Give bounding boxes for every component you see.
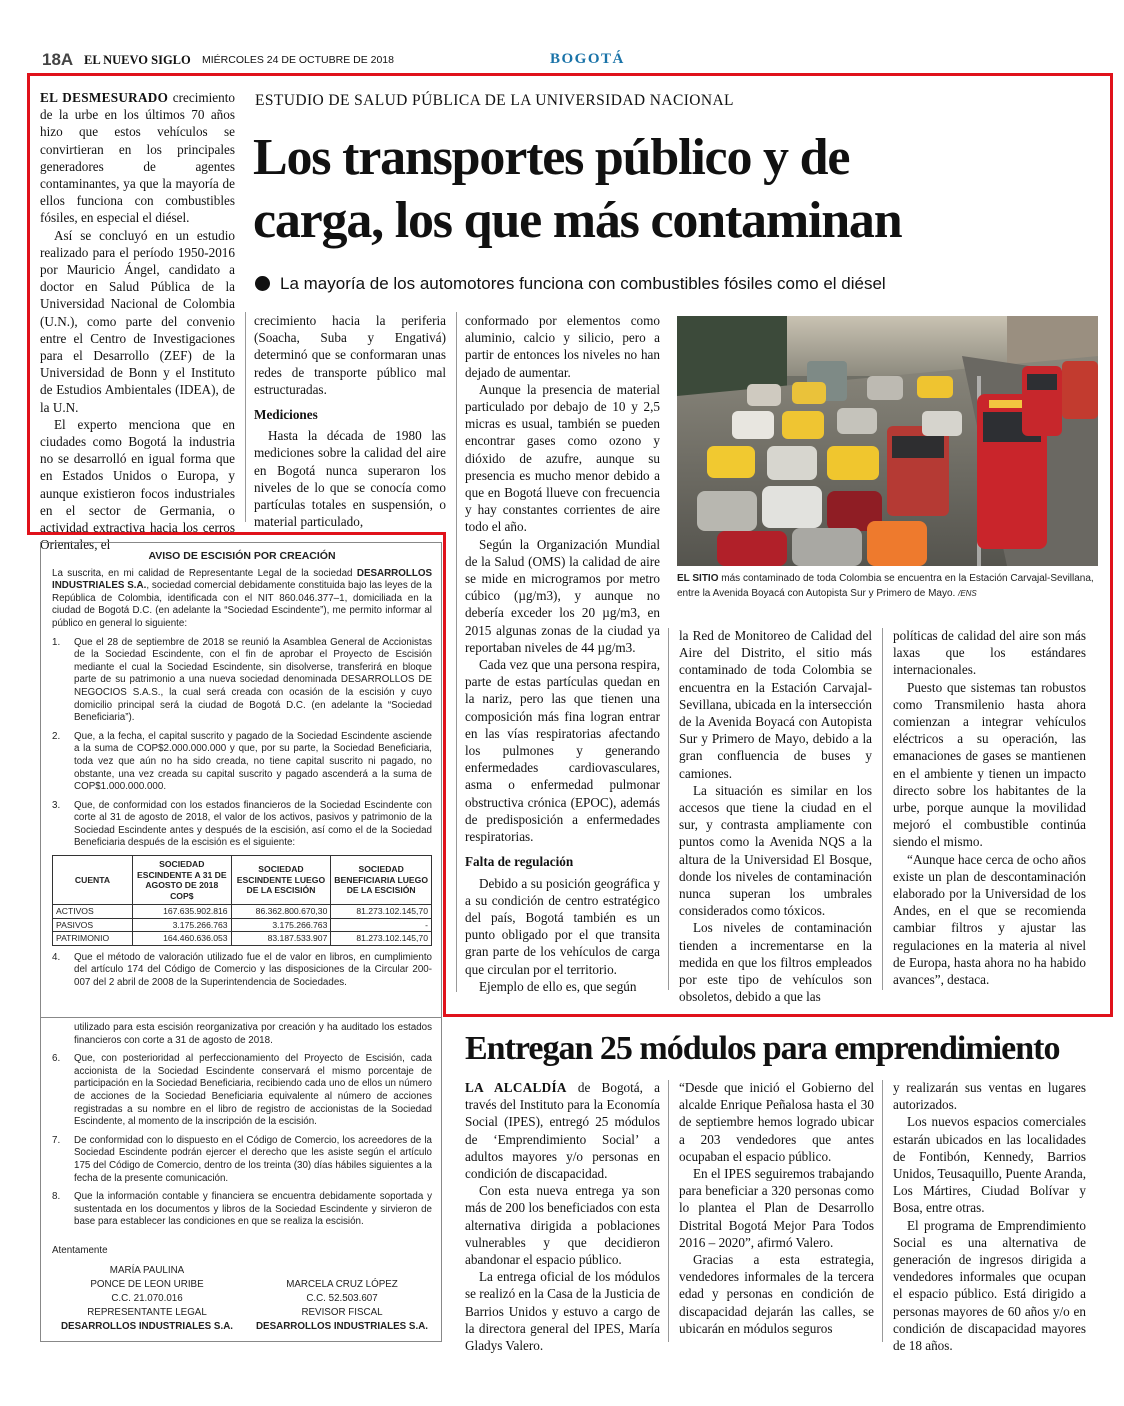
a2-col2-p3: Gracias a esta estrategia, vendedores informales de la tercera edad y personas en condición de discapacidad dejarán las calles, se ubicarán en módulos seguros bbox=[679, 1252, 874, 1336]
notice-item bbox=[52, 637, 432, 725]
intro-a: La suscrita, en mi calidad de Representante Legal de la sociedad bbox=[52, 567, 357, 579]
article-column-3 bbox=[465, 312, 660, 995]
signatures bbox=[52, 1264, 432, 1354]
signature-2 bbox=[247, 1278, 437, 1334]
sig-line: PONCE DE LEON URIBE bbox=[90, 1278, 204, 1290]
caption-text: más contaminado de toda Colombia se encuentra en la Estación Carvajal-Sevillana, entre la Avenida Boyacá con Autopista Sur y Primero de Mayo. bbox=[677, 573, 1094, 599]
sig-line: REVISOR FISCAL bbox=[301, 1306, 383, 1318]
page-number: 18A bbox=[42, 50, 74, 69]
col5-p1: políticas de calidad del aire son más laxas que los estándares internacionales. bbox=[893, 628, 1086, 678]
item-text: De conformidad con lo dispuesto en el Código de Comercio, los acreedores de la Sociedad Escindente podrán ejercer el derecho que les asiste según el artículo 175 del Código de Comercio, dentro de los treinta (30) días hábiles siguientes a la fecha de la presente comunicación. bbox=[74, 1134, 432, 1184]
bullet-icon bbox=[255, 276, 270, 291]
table-cell: 83.187.533.907 bbox=[231, 932, 331, 946]
article2-column-1 bbox=[465, 1079, 660, 1354]
col4-p3: Los niveles de contaminación tienden a incrementarse en la medida en que los filtros empleados por este tipo de vehículos son obsoletos, debido a que las bbox=[679, 920, 872, 1005]
table-row bbox=[53, 905, 432, 919]
table-cell: PASIVOS bbox=[53, 918, 133, 932]
table-cell: 167.635.902.816 bbox=[133, 905, 232, 919]
table-row bbox=[53, 918, 432, 932]
col3-p4: Cada vez que una persona respira, parte de estas partículas quedan en la nariz, pero las que tienen una composición más fina logran entrar en las vías respiratorias afectando los pulmones y generando enfermedades cardiovasculares, asma o enfermedad pulmonar obstructiva crónica (EPOC), además de predisposición a enfermedades respiratorias. bbox=[465, 657, 660, 845]
col2-p1: crecimiento hacia la periferia (Soacha, Suba y Engativá) determinó que se conformaran unas redes de transporte público mal estructuradas. bbox=[254, 313, 446, 397]
item-number: 1. bbox=[52, 636, 61, 648]
section-name: BOGOTÁ bbox=[550, 51, 625, 67]
sig-line: REPRESENTANTE LEGAL bbox=[87, 1306, 207, 1318]
table-header: SOCIEDAD ESCINDENTE LUEGO DE LA ESCISIÓN bbox=[231, 856, 331, 905]
a2-col3-p1: y realizarán sus ventas en lugares autorizados. bbox=[893, 1080, 1086, 1113]
lead-in: LA ALCALDÍA bbox=[465, 1080, 567, 1095]
table-cell: ACTIVOS bbox=[53, 905, 133, 919]
page-header bbox=[30, 48, 1100, 72]
col1-p3: El experto menciona que en ciudades como Bogotá la industria no se desarrolló en igual forma que en Estados Unidos o Europa, y aunque existieron focos industriales en el sector de Germania, o actividad extractiva hacia los cerros Orientales, el bbox=[40, 416, 235, 553]
subhead-mediciones: Mediciones bbox=[254, 407, 318, 423]
table-cell: 81.273.102.145,70 bbox=[331, 905, 432, 919]
financial-table bbox=[52, 855, 432, 946]
table-cell: 3.175.266.763 bbox=[231, 918, 331, 932]
item-text: Que, de conformidad con los estados financieros de la Sociedad Escindente con corte al 31 de agosto de 2018, el valor de los activos, pasivos y patrimonio de la Sociedad Escindente antes y después de la escisión, así como el de la Sociedad Beneficiaria después de la escisión es el siguiente: bbox=[74, 799, 432, 849]
column-rule bbox=[456, 312, 457, 992]
col1-p1: crecimiento de la urbe en los últimos 70 años hizo que estos vehículos se convirtieran en los principales generadores de agentes contaminantes, ya que la mayoría de ellos funciona con combustibles fósiles, en especial el diésel. bbox=[40, 90, 235, 226]
headline-line-2: carga, los que más contaminan bbox=[253, 192, 902, 249]
sig-line: DESARROLLOS INDUSTRIALES S.A. bbox=[60, 1320, 233, 1332]
column-rule bbox=[668, 628, 669, 990]
notice-intro bbox=[52, 568, 432, 631]
item-number: 8. bbox=[52, 1191, 61, 1203]
subhead-regulacion: Falta de regulación bbox=[465, 854, 574, 870]
newspaper-name: EL NUEVO SIGLO bbox=[84, 53, 191, 67]
col1-p2: Así se concluyó en un estudio realizado para el período 1950-2016 por Mauricio Ángel, candidato a doctor en Salud Pública de la Universidad Nacional de Colombia (U.N.), como parte del convenio entre el Centro de Investigaciones para el Desarrollo (ZEF) de la Universidad de Bonn y el Instituto de Estudios Ambientales (IDEA), de la U.N. bbox=[40, 227, 235, 415]
notice-items bbox=[52, 637, 432, 851]
a2-col1-p1: de Bogotá, a través del Instituto para la Economía Social (IPES), entregó 25 módulos de ‘Emprendimiento Social’ a adultos mayores y/o personas en condición de discapacidad. bbox=[465, 1080, 660, 1182]
financial-table-wrap bbox=[52, 855, 432, 946]
table-cell: 81.273.102.145,70 bbox=[331, 932, 432, 946]
a2-col3-p2: Los nuevos espacios comerciales estarán ubicados en las localidades de Fontibón, Kennedy, Barrios Unidos, Teusaquillo, Puente Aranda, Los Mártires, Ciudad Bolívar y Bosa, entre otras. bbox=[893, 1114, 1086, 1216]
column-rule bbox=[882, 1080, 883, 1342]
table-cell: 164.460.636.053 bbox=[133, 932, 232, 946]
article-deck bbox=[255, 274, 886, 294]
sig-line: MARCELA CRUZ LÓPEZ bbox=[286, 1278, 398, 1290]
table-cell: 3.175.266.763 bbox=[133, 918, 232, 932]
notice-closing: Atentamente bbox=[52, 1244, 108, 1256]
column-rule bbox=[882, 628, 883, 990]
col5-p2: Puesto que sistemas tan robustos como Transmilenio hasta ahora comienzan a integrar vehículos eléctricos a su operación, las emanaciones de gases se mantienen en el ambiente y tienen un impacto directo sobre los habitantes de la urbe, porque aunque la movilidad mejoró el combustible continúa siendo el mismo. bbox=[893, 679, 1086, 850]
sig-line: C.C. 21.070.016 bbox=[111, 1292, 183, 1304]
lead-in: EL DESMESURADO bbox=[40, 90, 169, 105]
issue-date: MIÉRCOLES 24 DE OCTUBRE DE 2018 bbox=[202, 54, 394, 66]
item-number: 6. bbox=[52, 1053, 61, 1065]
col3-p3: Según la Organización Mundial de la Salud (OMS) la calidad de aire se mide en microgramos por metro cúbico (µg/m3), y aunque no debería exceder los 20 µg/m3, en 2015 algunas zonas de la ciudad ya reportaban niveles de 44 µg/m3. bbox=[465, 536, 660, 655]
notice-item bbox=[52, 1191, 432, 1229]
table-header: SOCIEDAD ESCINDENTE A 31 DE AGOSTO DE 2018 COP$ bbox=[133, 856, 232, 905]
col3-p6: Ejemplo de ello es, que según bbox=[479, 978, 637, 994]
photo-credit: /ENS bbox=[958, 588, 977, 598]
col3-p2: Aunque la presencia de material particulado por debajo de 10 y 2,5 micras es usual, también se pueden encontrar gases como ozono y dióxido de azufre, aunque su presencia es mucho menor debido a que en Bogotá llueve con frecuencia y hay constantes corrientes de aire todo el año. bbox=[465, 381, 660, 535]
article-column-2 bbox=[254, 312, 446, 530]
caption-lead: EL SITIO bbox=[677, 573, 719, 584]
notice-items bbox=[52, 952, 432, 990]
item-number: 2. bbox=[52, 730, 61, 742]
sig-line: MARÍA PAULINA bbox=[109, 1264, 185, 1276]
traffic-jam-illustration bbox=[677, 316, 1098, 566]
article2-headline: Entregan 25 módulos para emprendimiento bbox=[465, 1030, 1060, 1067]
a2-col2-p1: “Desde que inició el Gobierno del alcalde Enrique Peñalosa hasta el 30 de septiembre hemos logrado ubicar a 203 vendedores que antes ocupaban el espacio público. bbox=[679, 1080, 874, 1164]
table-cell: PATRIMONIO bbox=[53, 932, 133, 946]
table-header: CUENTA bbox=[53, 856, 133, 905]
deck-text: La mayoría de los automotores funciona con combustibles fósiles como el diésel bbox=[280, 274, 886, 293]
notice-item bbox=[52, 1053, 432, 1129]
item-number: 3. bbox=[52, 799, 61, 811]
col5-p3: “Aunque hace cerca de ocho años existe un plan de descontaminación elaborado por la Universidad de los Andes, en el que se recomienda cambiar filtros y ajustar las regulaciones en la materia al nivel de Europa, hasta ahora no ha habido avances”, destaca. bbox=[893, 851, 1086, 988]
notice-title: AVISO DE ESCISIÓN POR CREACIÓN bbox=[148, 550, 336, 562]
intro-company: DESARROLLOS INDUSTRIALES S.A. bbox=[52, 567, 432, 592]
item-text: Que, con posterioridad al perfeccionamiento del Proyecto de Escisión, cada accionista de la Sociedad Escindente conservará el mismo porcentaje de participación en la Sociedad Beneficiaria, recibiendo cada uno de ellos un número de acciones de la Sociedad Beneficiaria equivalente al número de acciones registradas a su nombre en el libro de registro de accionistas de la Sociedad Escindente, al momento de la inscripción de la escisión. bbox=[74, 1053, 432, 1128]
article-column-1 bbox=[40, 89, 235, 553]
notice-item bbox=[52, 952, 432, 990]
item-number: 4. bbox=[52, 951, 61, 963]
column-rule bbox=[245, 312, 246, 522]
article-column-4 bbox=[679, 627, 872, 1005]
sig-line: DESARROLLOS INDUSTRIALES S.A. bbox=[255, 1320, 428, 1332]
col4-p2: La situación es similar en los accesos que tiene la ciudad en el sur, y contrasta ampliamente con puntos como la Avenida NQS a la altura de la Universidad El Bosque, donde los niveles de contaminación nunca superan los umbrales considerados como tóxicos. bbox=[679, 782, 872, 919]
table-cell: - bbox=[331, 918, 432, 932]
traffic-photo bbox=[677, 316, 1098, 566]
article2-column-3 bbox=[893, 1079, 1086, 1354]
article-column-5 bbox=[893, 627, 1086, 988]
intro-b: , sociedad comercial debidamente constituida bajo las leyes de la República de Colombia, identificada con el NIT 860.046.377–1, domiciliada en la ciudad de Bogotá D.C. (en adelante la “Sociedad Escindente”), me permito informar al público en general lo siguiente: bbox=[52, 580, 432, 629]
legal-notice bbox=[52, 550, 432, 989]
item-number: 7. bbox=[52, 1134, 61, 1146]
item-text: Que el 28 de septiembre de 2018 se reunió la Asamblea General de Accionistas de la Sociedad Escindente, con el fin de aprobar el Proyecto de Escisión mediante el cual la Sociedad Escindente, sin disolverse, transferirá en bloque parte de su patrimonio a una nueva sociedad denominada DESARROLLOS DE NEGOCIOS S.A.S., la cual será creada con ocasión de la escisión y cuyo domicilio principal será la ciudad de Bogotá D.C. (en adelante la “Sociedad Beneficiaria”). bbox=[74, 636, 432, 724]
article-kicker: ESTUDIO DE SALUD PÚBLICA DE LA UNIVERSIDAD NACIONAL bbox=[255, 92, 734, 109]
col3-p1: conformado por elementos como aluminio, calcio y silicio, pero a partir de entonces los niveles no han dejado de aumentar. bbox=[465, 313, 660, 380]
notice-item bbox=[52, 800, 432, 850]
col3-p5: Debido a su posición geográfica y a su condición de centro estratégico del país, Bogotá también es un punto obligado por el que transita gran parte de los vehículos de carga que circulan por el territorio. bbox=[465, 875, 660, 977]
sig-line: C.C. 52.503.607 bbox=[306, 1292, 378, 1304]
col4-p1: la Red de Monitoreo de Calidad del Aire del Distrito, el sitio más contaminado de toda Colombia se encuentra en la Estación Carvajal-Sevillana, ubicada en la intersección de la Avenida Boyacá con Autopista Sur y Primero de Mayo, debido a la gran confluencia de buses y camiones. bbox=[679, 628, 872, 781]
table-cell: 86.362.800.670,30 bbox=[231, 905, 331, 919]
column-rule bbox=[668, 1080, 669, 1342]
table-row bbox=[53, 932, 432, 946]
notice-continuation: utilizado para esta escisión reorganizativa por creación y ha auditado los estados financieros con corte a 31 de agosto de 2018. bbox=[74, 1022, 432, 1046]
notice-item bbox=[52, 1135, 432, 1185]
col2-p2: Hasta la década de 1980 las mediciones sobre la calidad del aire en Bogotá nunca superaron los niveles de lo que se conocía como partículas totales en suspensión, o material particulado, bbox=[254, 428, 446, 530]
article2-column-2 bbox=[679, 1079, 874, 1337]
a2-col1-p2: Con esta nueva entrega ya son más de 200 los beneficiados con esta alternativa dirigida a poblaciones vulnerables y que decidieron abandonar el espacio público. bbox=[465, 1183, 660, 1268]
item-text: Que la información contable y financiera se encuentra debidamente soportada y sustentada en los documentos y libros de la Sociedad Escindente y sirvieron de base para establecer las condiciones en que se realiza la escisión. bbox=[74, 1191, 432, 1228]
item-text: Que, a la fecha, el capital suscrito y pagado de la Sociedad Escindente asciende a la suma de COP$2.000.000.000 y que, por su parte, la Sociedad Beneficiaria, toda vez que aún no ha sido creada, no tiene capital suscrito ni pagado, no obstante, una vez creada su capital suscrito y pagado ascenderá a la suma de COP$1.000.000.000. bbox=[74, 730, 432, 793]
item-text: Que el método de valoración utilizado fue el de valor en libros, en cumplimiento del artículo 174 del Código de Comercio y las disposiciones de la Circular 200-007 del 2 abril de 2008 de la Superintendencia de Sociedades. bbox=[74, 951, 432, 988]
a2-col3-p3: El programa de Emprendimiento Social es una alternativa de generación de ingresos dirigida a vendedores informales que ocupan el espacio público. Está dirigido a personas mayores de 60 años y/o en condición de discapacidad mayores de 18 años. bbox=[893, 1217, 1086, 1354]
photo-caption bbox=[677, 572, 1098, 601]
legal-notice-continued bbox=[52, 1022, 432, 1354]
notice-items bbox=[52, 1053, 432, 1229]
notice-item bbox=[52, 731, 432, 794]
signature-1 bbox=[52, 1264, 242, 1334]
notice-break-rule bbox=[40, 1017, 442, 1018]
a2-col1-p3: La entrega oficial de los módulos se realizó en la Casa de la Justicia de Barrios Unidos y estuvo a cargo de la directora general del IPES, María Gladys Valero. bbox=[465, 1269, 660, 1354]
article-headline bbox=[253, 126, 901, 252]
headline-line-1: Los transportes público y de bbox=[253, 129, 850, 186]
a2-col2-p2: En el IPES seguiremos trabajando para beneficiar a 320 personas como lo plantea el Plan de Desarrollo Distrital Bogotá Mejor Para Todos 2016 – 2020”, afirmó Valero. bbox=[679, 1166, 874, 1250]
table-header: SOCIEDAD BENEFICIARIA LUEGO DE LA ESCISIÓN bbox=[331, 856, 432, 905]
